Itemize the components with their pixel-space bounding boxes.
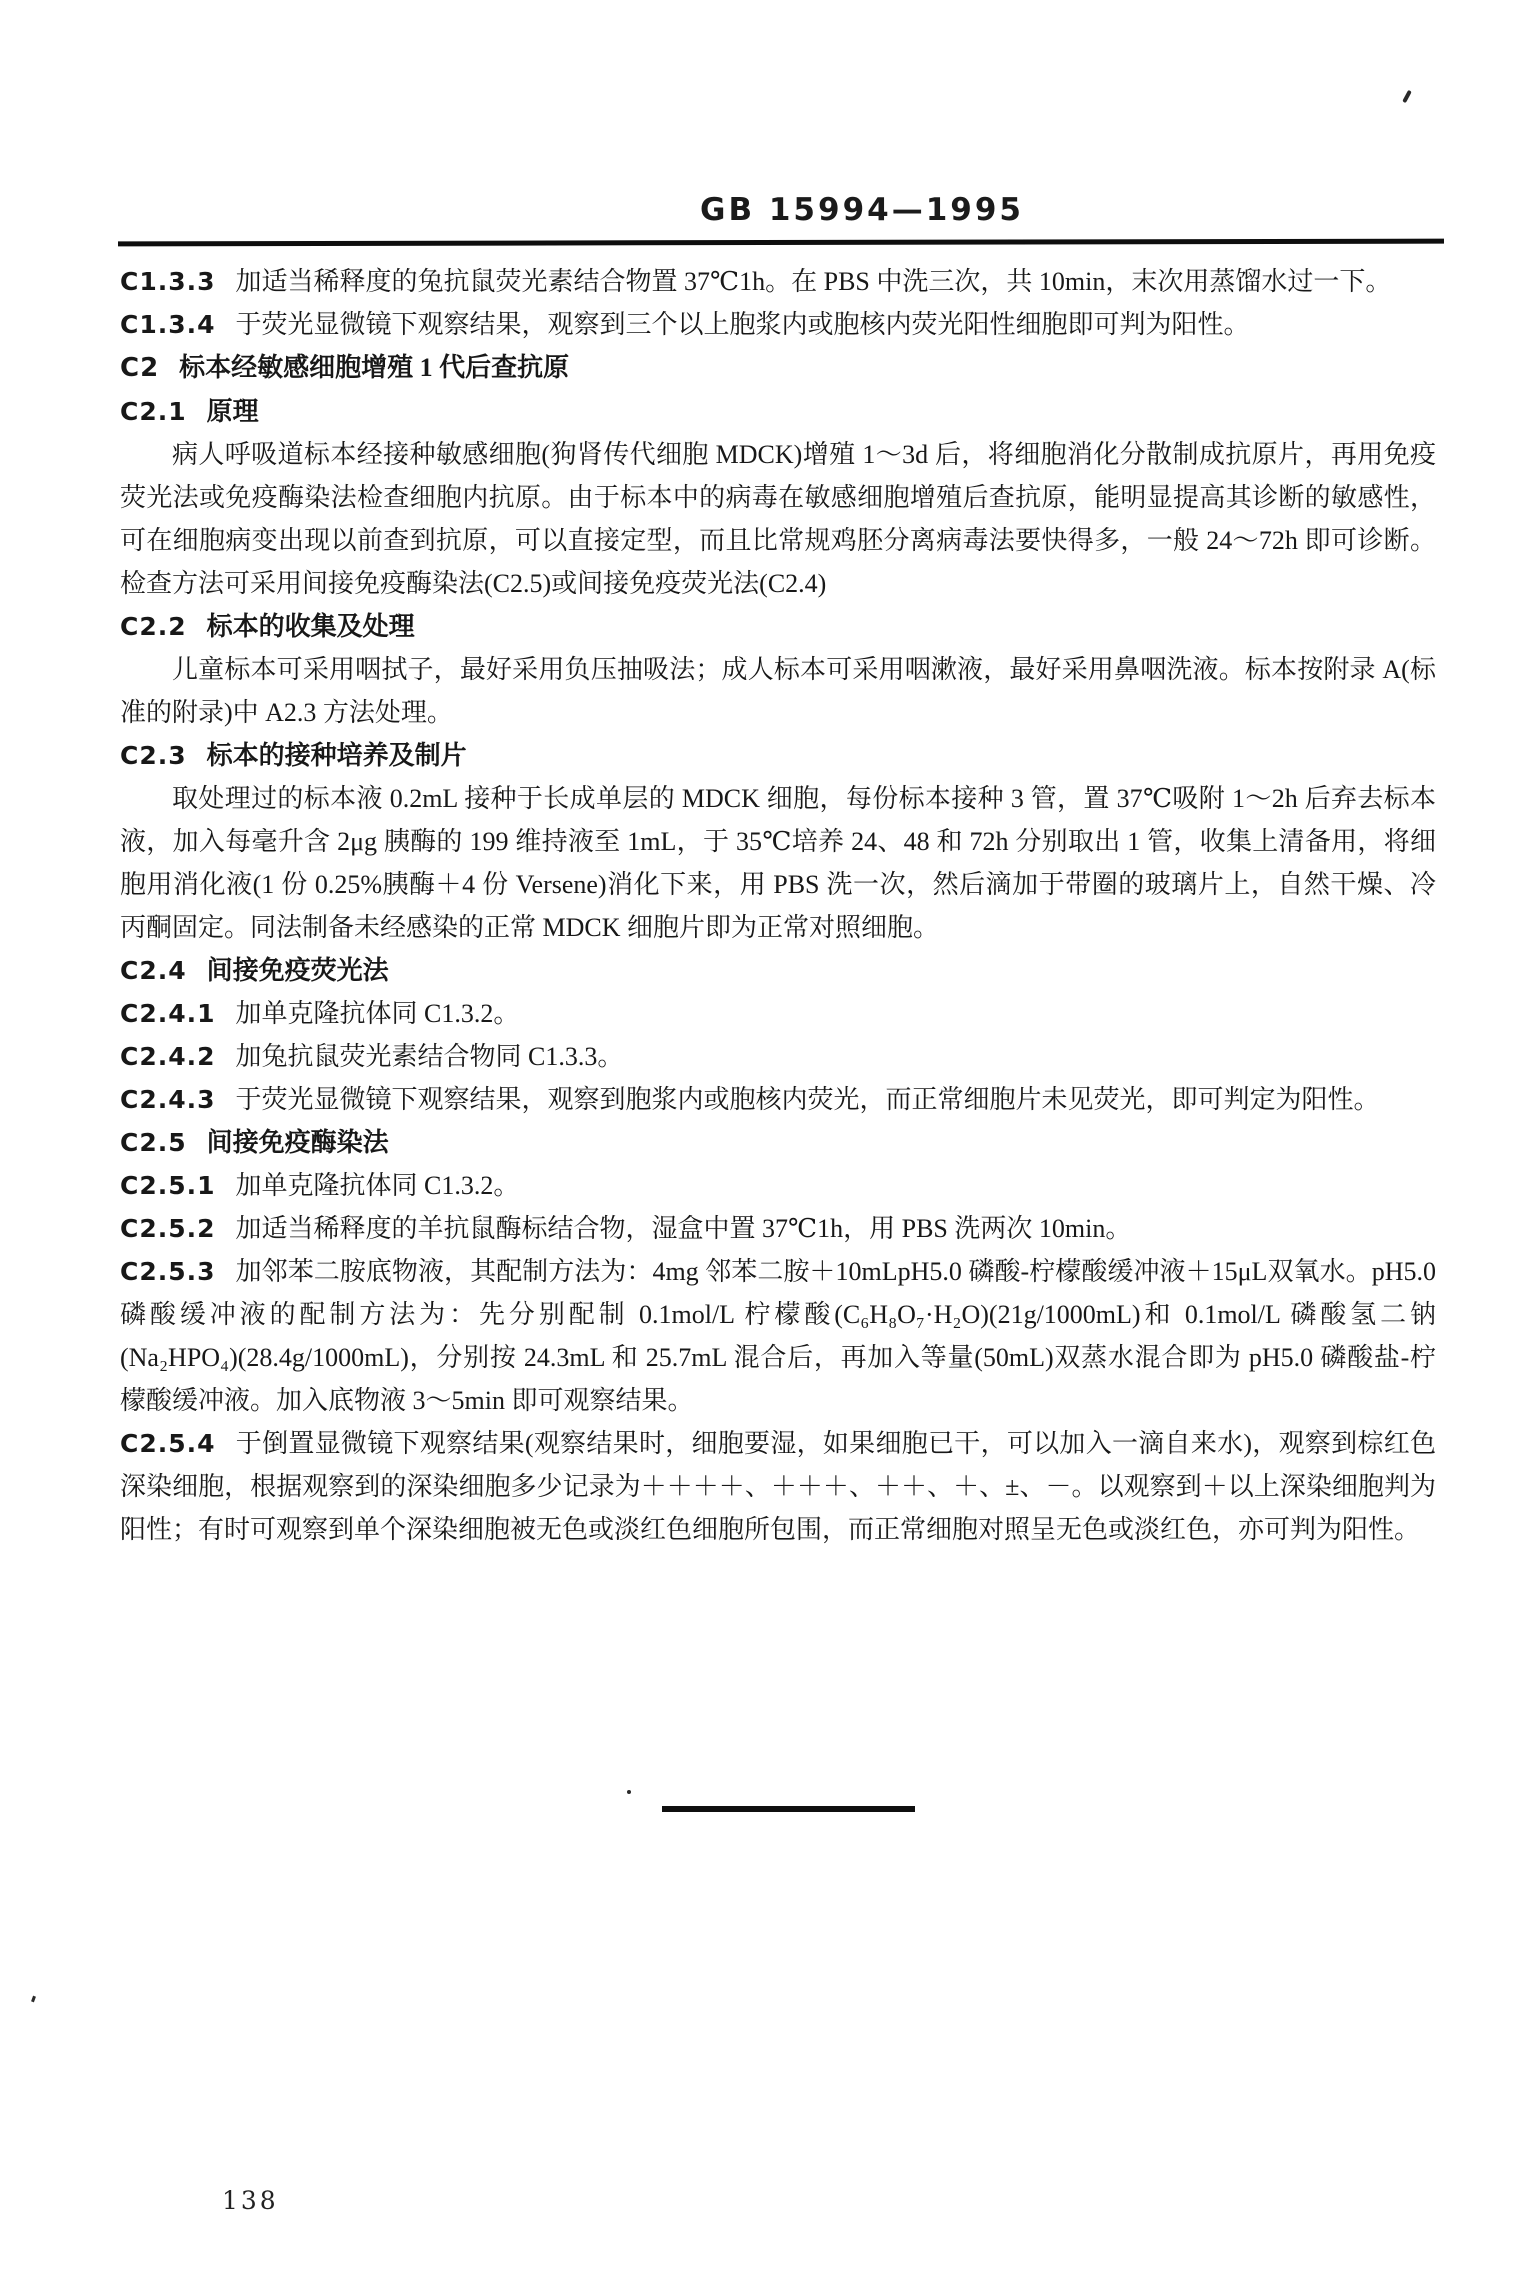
heading-text: 标本的收集及处理: [206, 612, 415, 641]
clause-text: 加邻苯二胺底物液，其配制方法为：4mg 邻苯二胺＋10mLpH5.0 磷酸-柠檬酸缓冲液＋15μL双氧水。pH5.0 磷酸缓冲液的配制方法为：先分别配制 0.1mol/L 柠檬酸(C₆H₈O₇·H₂O)(21g/1000mL)和 0.1mol/L 磷酸氢二钠(Na₂HPO₄)(28.4g/1000mL)，分别按 24.3mL 和 25.7mL 混合后，再加入等量(50mL)双蒸水混合即为 pH5.0 磷酸盐-柠檬酸缓冲液。加入底物液 3～5min 即可观察结果。: [120, 1257, 1436, 1415]
subheading-c2-4: [120, 949, 1436, 992]
heading-number: C2: [120, 353, 160, 383]
page-number: 138: [222, 2186, 279, 2215]
clause-c2-5-1: [120, 1164, 1436, 1207]
subheading-c2-3: [120, 734, 1436, 777]
clause-text: 于荧光显微镜下观察结果，观察到三个以上胞浆内或胞核内荧光阳性细胞即可判为阳性。: [235, 310, 1250, 339]
subheading-c2-5: [120, 1121, 1436, 1164]
clause-c2-5-4: [120, 1422, 1436, 1551]
clause-c2-4-2: [120, 1035, 1436, 1078]
clause-number: C2.5.3: [120, 1257, 216, 1286]
body-paragraph-principle: 病人呼吸道标本经接种敏感细胞(狗肾传代细胞 MDCK)增殖 1～3d 后，将细胞消化分散制成抗原片，再用免疫荧光法或免疫酶染法检查细胞内抗原。由于标本中的病毒在敏感细胞增殖后查抗原，能明显提高其诊断的敏感性，可在细胞病变出现以前查到抗原，可以直接定型，而且比常规鸡胚分离病毒法要快得多，一般 24～72h 即可诊断。检查方法可采用间接免疫酶染法(C2.5)或间接免疫荧光法(C2.4): [120, 440, 1436, 598]
header-rule: [118, 239, 1444, 247]
clause-c1-3-4: [120, 303, 1436, 346]
subheading-c2-1: [120, 390, 1436, 433]
clause-c2-5-3: [120, 1250, 1436, 1422]
heading-text: 原理: [206, 397, 259, 426]
clause-number: C2.4.1: [120, 999, 216, 1028]
heading-number: C2.3: [120, 741, 187, 770]
clause-number: C2.4.2: [120, 1042, 216, 1071]
clause-c2-4-1: [120, 992, 1436, 1035]
end-of-document-divider: [662, 1806, 915, 1812]
clause-number: C1.3.3: [120, 267, 216, 296]
heading-number: C2.2: [120, 612, 187, 641]
heading-text: 间接免疫酶染法: [206, 1128, 389, 1157]
scan-artifact-dot: [627, 1790, 631, 1794]
heading-text: 标本的接种培养及制片: [206, 741, 467, 770]
clause-number: C2.5.2: [120, 1214, 216, 1243]
scan-artifact-tick: [1402, 90, 1412, 103]
clause-text: 加适当稀释度的兔抗鼠荧光素结合物置 37℃1h。在 PBS 中洗三次，共 10min，末次用蒸馏水过一下。: [235, 267, 1392, 296]
scan-artifact-dot: [31, 1996, 36, 2003]
clause-text: 加兔抗鼠荧光素结合物同 C1.3.3。: [235, 1042, 624, 1071]
clause-c1-3-3: [120, 260, 1436, 303]
section-heading-c2: [120, 346, 1436, 390]
clause-text: 于倒置显微镜下观察结果(观察结果时，细胞要湿，如果细胞已干，可以加入一滴自来水)，观察到棕红色深染细胞，根据观察到的深染细胞多少记录为＋＋＋＋、＋＋＋、＋＋、＋、±、－。以观察到＋以上深染细胞判为阳性；有时可观察到单个深染细胞被无色或淡红色细胞所包围，而正常细胞对照呈无色或淡红色，亦可判为阳性。: [120, 1429, 1436, 1544]
heading-number: C2.5: [120, 1128, 187, 1157]
clause-number: C2.5.1: [120, 1171, 216, 1200]
clause-text: 加单克隆抗体同 C1.3.2。: [235, 999, 520, 1028]
body-paragraph-inoculation: 取处理过的标本液 0.2mL 接种于长成单层的 MDCK 细胞，每份标本接种 3 管，置 37℃吸附 1～2h 后弃去标本液，加入每毫升含 2μg 胰酶的 199 维持液至 1mL，于 35℃培养 24、48 和 72h 分别取出 1 管，收集上清备用，将细胞用消化液(1 份 0.25%胰酶＋4 份 Versene)消化下来，用 PBS 洗一次，然后滴加于带圈的玻璃片上，自然干燥、冷丙酮固定。同法制备未经感染的正常 MDCK 细胞片即为正常对照细胞。: [120, 784, 1436, 942]
clause-text: 于荧光显微镜下观察结果，观察到胞浆内或胞核内荧光，而正常细胞片未见荧光，即可判定为阳性。: [235, 1085, 1380, 1114]
clause-number: C1.3.4: [120, 310, 216, 339]
clause-number: C2.4.3: [120, 1085, 216, 1114]
clause-c2-4-3: [120, 1078, 1436, 1121]
clause-text: 加适当稀释度的羊抗鼠酶标结合物，湿盒中置 37℃1h，用 PBS 洗两次 10min。: [235, 1214, 1132, 1243]
body-paragraph-specimen-collection: 儿童标本可采用咽拭子，最好采用负压抽吸法；成人标本可采用咽漱液，最好采用鼻咽洗液。标本按附录 A(标准的附录)中 A2.3 方法处理。: [120, 655, 1436, 727]
heading-number: C2.4: [120, 956, 187, 985]
standard-number-header: GB 15994—1995: [700, 192, 1024, 228]
clause-text: 加单克隆抗体同 C1.3.2。: [235, 1171, 520, 1200]
clause-number: C2.5.4: [120, 1429, 216, 1458]
heading-text: 标本经敏感细胞增殖 1 代后查抗原: [179, 353, 570, 382]
clause-c2-5-2: [120, 1207, 1436, 1250]
document-body: [120, 260, 1436, 1551]
heading-text: 间接免疫荧光法: [206, 956, 389, 985]
heading-number: C2.1: [120, 397, 187, 426]
subheading-c2-2: [120, 605, 1436, 648]
